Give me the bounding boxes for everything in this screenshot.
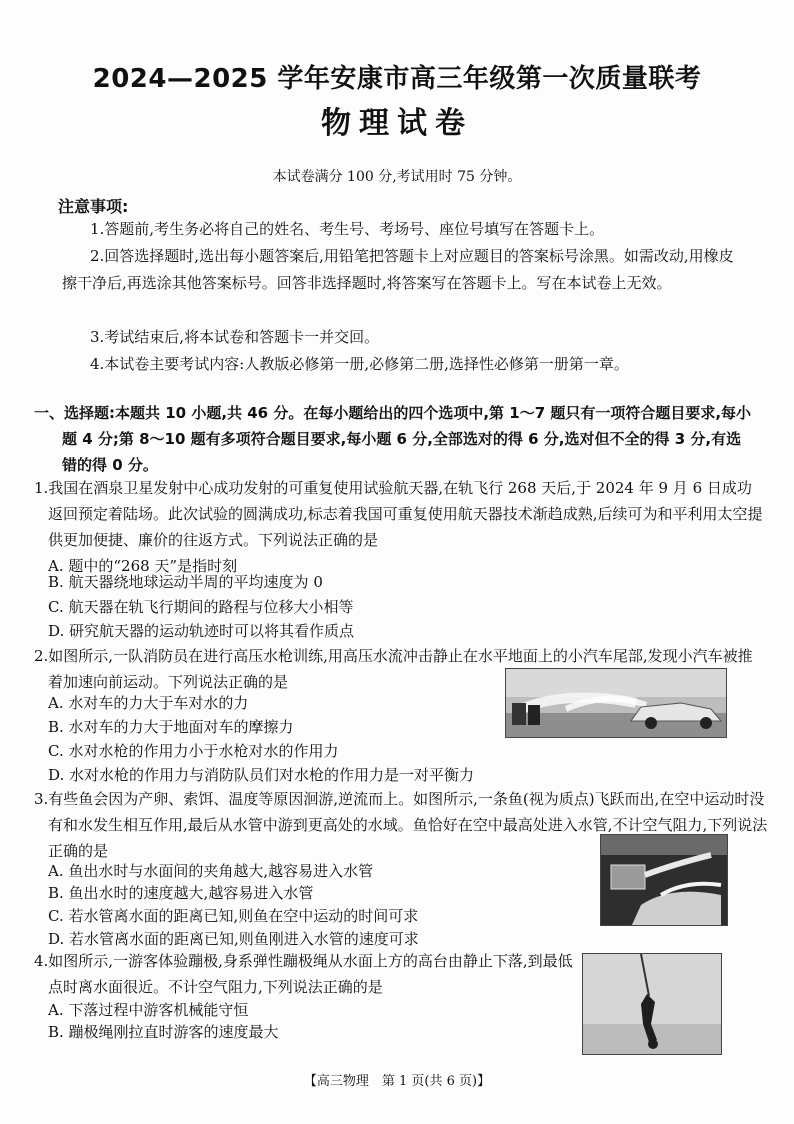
firefighters-water-cannon-photo	[505, 668, 727, 738]
question-3-option: C. 若水管离水面的距离已知,则鱼在空中运动的时间可求	[48, 907, 419, 925]
question-4-stem: 4.如图所示,一游客体验蹦极,身系弹性蹦极绳从水面上方的高台由静止下落,到最低点时离水面很近。不计空气阻力,下列说法正确的是	[34, 952, 573, 996]
bungee-jump-photo	[582, 953, 722, 1055]
notice-item: 3.考试结束后,将本试卷和答题卡一并交回。	[90, 328, 380, 346]
notice-item: 1.答题前,考生务必将自己的姓名、考生号、考场号、座位号填写在答题卡上。	[90, 220, 605, 238]
question-2-stem: 2.如图所示,一队消防员在进行高压水枪训练,用高压水流冲击静止在水平地面上的小汽车尾部,发现小汽车被推着加速向前运动。下列说法正确的是	[34, 647, 753, 691]
exam-info: 本试卷满分 100 分,考试用时 75 分钟。	[272, 169, 522, 185]
question-3-option: B. 鱼出水时的速度越大,越容易进入水管	[48, 884, 314, 902]
notice-item: 4.本试卷主要考试内容:人教版必修第一册,必修第二册,选择性必修第一册第一章。	[90, 355, 629, 373]
question-3-stem: 3.有些鱼会因为产卵、索饵、温度等原因洄游,逆流而上。如图所示,一条鱼(视为质点)飞跃而出,在空中运动时没有和水发生相互作用,最后从水管中游到更高处的水域。鱼恰好在空中最高处进入水管,不计空气阻力,下列说法正确的是	[34, 790, 768, 860]
section-heading: 一、选择题:本题共 10 小题,共 46 分。在每小题给出的四个选项中,第 1～7 题只有一项符合题目要求,每小题 4 分;第 8～10 题有多项符合题目要求,每小题 6 分,全部选对的得 6 分,选对但不全的得 3 分,有选错的得 0 分。	[34, 404, 752, 474]
question-4-option: B. 蹦极绳刚拉直时游客的速度最大	[48, 1023, 279, 1041]
page-footer: 【高三物理 第 1 页(共 6 页)】	[303, 1074, 491, 1089]
question-1-option: B. 航天器绕地球运动半周的平均速度为 0	[48, 573, 323, 591]
question-1-option: C. 航天器在轨飞行期间的路程与位移大小相等	[48, 598, 354, 616]
question-4-option: A. 下落过程中游客机械能守恒	[48, 1001, 249, 1019]
question-2-option: B. 水对车的力大于地面对车的摩擦力	[48, 718, 294, 736]
question-3-option: A. 鱼出水时与水面间的夹角越大,越容易进入水管	[48, 862, 374, 880]
question-3-option: D. 若水管离水面的距离已知,则鱼刚进入水管的速度可求	[48, 930, 419, 948]
fish-leaping-photo	[600, 834, 728, 926]
question-2-option: D. 水对水枪的作用力与消防队员们对水枪的作用力是一对平衡力	[48, 766, 475, 784]
subject-title: 物理试卷	[321, 106, 473, 141]
exam-title: 2024—2025 学年安康市高三年级第一次质量联考	[92, 64, 702, 94]
question-1-option: A. 题中的“268 天”是指时刻	[48, 557, 238, 575]
question-2-option: C. 水对水枪的作用力小于水枪对水的作用力	[48, 742, 339, 760]
question-1-stem: 1.我国在酒泉卫星发射中心成功发射的可重复使用试验航天器,在轨飞行 268 天后,于 2024 年 9 月 6 日成功返回预定着陆场。此次试验的圆满成功,标志着我国可重复使用航天器技术渐趋成熟,后续可为和平利用太空提供更加便捷、廉价的往返方式。下列说法正确的是	[34, 479, 763, 549]
notice-heading: 注意事项:	[58, 197, 129, 216]
notice-item: 2.回答选择题时,选出每小题答案后,用铅笔把答题卡上对应题目的答案标号涂黑。如需改动,用橡皮擦干净后,再选涂其他答案标号。回答非选择题时,将答案写在答题卡上。写在本试卷上无效。	[62, 247, 734, 292]
question-2-option: A. 水对车的力大于车对水的力	[48, 694, 249, 712]
question-1-option: D. 研究航天器的运动轨迹时可以将其看作质点	[48, 622, 355, 640]
